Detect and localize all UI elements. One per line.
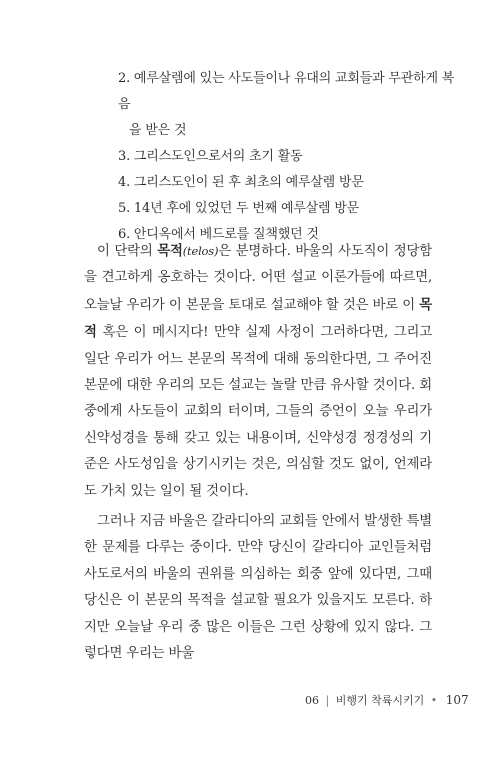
list-item [118, 170, 458, 196]
paragraph-text: 은 분명하다. 바울의 사도직이 정당함을 견고하게 옹호하는 것이다. 어떤 설교 이론가들에 따르면, 오늘날 우리가 이 본문을 토대로 설교해야 할 것은 바로 이 [84, 244, 432, 313]
paragraph-text: 혹은 이 메시지다! 만약 실제 사정이 그러하다면, 그리고 일단 우리가 어느 본문의 목적에 대해 동의한다면, 그 주어진 본문에 대한 우리의 모든 설교는 놀랄 만큼 유사할 것이다. 회중에게 사도들이 교회의 터이며, 그들의 증언이 오늘 우리가 신약성경을 통해 갖고 있는 내용이며, 신약성경 정경성의 기준은 사도성임을 상기시키는 것은, 의심할 것도 없이, 언제라도 가치 있는 일이 될 것이다. [84, 325, 432, 499]
list-item [118, 66, 458, 144]
bold-term: 목적 [157, 243, 183, 259]
paragraph-text: 그러나 지금 바울은 갈라디아의 교회들 안에서 발생한 특별한 문제를 다루는 중이다. 만약 당신이 갈라디아 교인들처럼 사도로서의 바울의 권위를 의심하는 회중 앞에 있다면, 그때 당신은 이 본문의 목적을 설교할 필요가 있을지도 모른다. 하지만 오늘날 우리 중 많은 이들은 그런 상황에 있지 않다. 그렇다면 우리는 바울 [84, 514, 432, 662]
paragraph-2 [84, 509, 432, 667]
list-item [118, 144, 458, 170]
chapter-number: 06 [305, 694, 319, 707]
footer-dot: • [430, 694, 438, 707]
list-item-text: 6. 안디옥에서 베드로를 질책했던 것 [118, 227, 319, 242]
list-item-text: 4. 그리스도인이 된 후 최초의 예루살렘 방문 [118, 175, 364, 190]
list-item [118, 196, 458, 222]
footer-separator: | [325, 694, 330, 707]
list-item-text: 5. 14년 후에 있었던 두 번째 예루살렘 방문 [118, 201, 360, 216]
italic-term: (telos) [182, 244, 219, 258]
paragraph-1 [84, 238, 432, 505]
body-text [84, 238, 432, 668]
page-number: 107 [445, 693, 469, 707]
list-item-text: 3. 그리스도인으로서의 초기 활동 [118, 149, 303, 164]
paragraph-text: 이 단락의 [97, 244, 158, 259]
bold-term: 목적 [84, 296, 432, 341]
list-item-text: 2. 예루살렘에 있는 사도들이나 유대의 교회들과 무관하게 복음 [118, 71, 455, 112]
chapter-title: 비행기 착륙시키기 [335, 694, 425, 707]
list-item-continuation: 을 받은 것 [129, 123, 187, 138]
page-footer [305, 692, 469, 708]
numbered-list [118, 66, 458, 248]
